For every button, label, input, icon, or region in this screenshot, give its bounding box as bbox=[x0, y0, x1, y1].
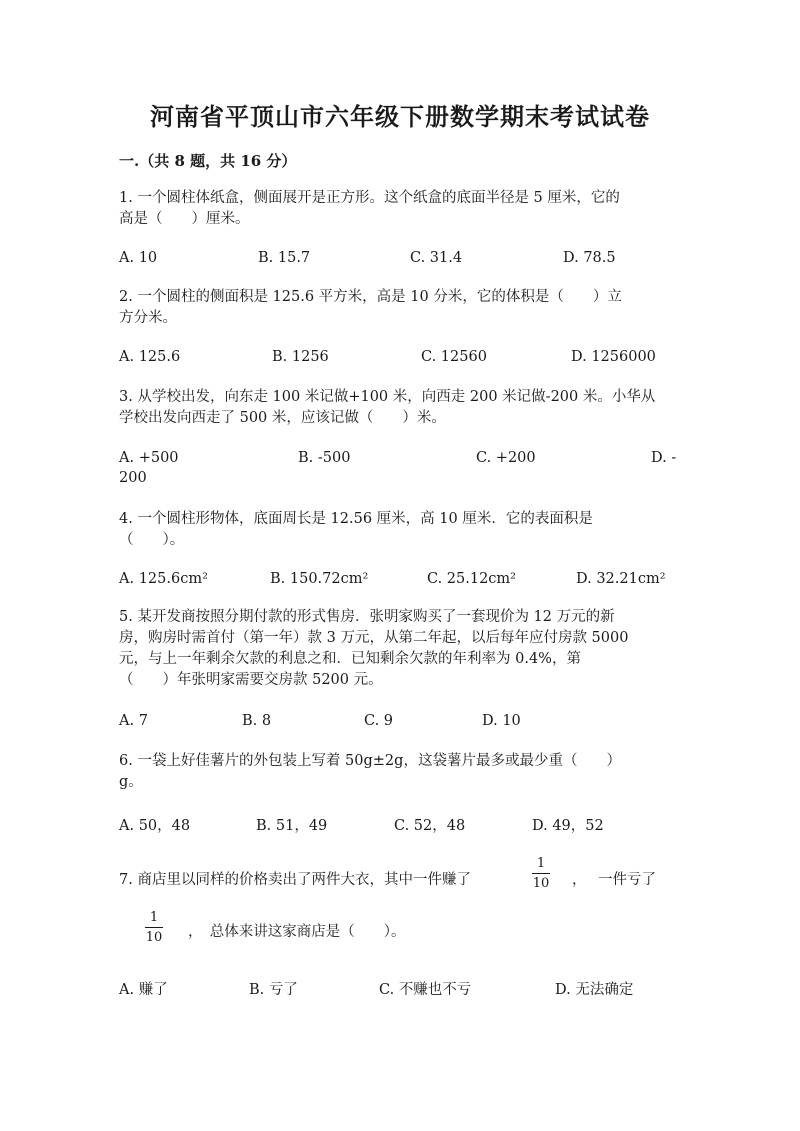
fraction-denominator: 10 bbox=[532, 876, 550, 891]
option-d[interactable]: D. 78.5 bbox=[563, 250, 616, 266]
option-b[interactable]: B. 15.7 bbox=[258, 250, 311, 266]
option-d[interactable]: D. 1256000 bbox=[571, 349, 656, 365]
option-d[interactable]: D. 32.21cm² bbox=[576, 571, 666, 587]
question-3 bbox=[119, 387, 679, 429]
question-text: 高是（ ）厘米。 bbox=[119, 211, 250, 227]
fraction-numerator: 1 bbox=[149, 910, 159, 925]
question-text: （ ）年张明家需要交房款 5200 元。 bbox=[119, 672, 383, 688]
question-text: 方分米。 bbox=[119, 310, 177, 326]
option-a[interactable]: A. +500 bbox=[119, 450, 179, 466]
fraction-one-tenth bbox=[145, 910, 163, 945]
option-a[interactable]: A. 7 bbox=[119, 713, 148, 729]
option-c[interactable]: C. +200 bbox=[476, 450, 536, 466]
question-7-text: 7. 商店里以同样的价格卖出了两件大衣，其中一件赚了 bbox=[119, 872, 471, 888]
question-1 bbox=[119, 188, 679, 230]
page-title: 河南省平顶山市六年级下册数学期末考试试卷 bbox=[150, 102, 650, 131]
question-7-tail: 一件亏了 bbox=[598, 872, 656, 888]
option-c[interactable]: C. 不赚也不亏 bbox=[379, 982, 472, 998]
option-c[interactable]: C. 31.4 bbox=[410, 250, 463, 266]
fraction-bar bbox=[145, 927, 163, 928]
question-7-comma: ， bbox=[572, 872, 587, 888]
fraction-numerator: 1 bbox=[536, 856, 546, 871]
fraction-one-tenth bbox=[532, 856, 550, 891]
option-c[interactable]: C. 12560 bbox=[421, 349, 487, 365]
option-a[interactable]: A. 赚了 bbox=[119, 982, 168, 998]
question-7-line2: ， 总体来讲这家商店是（ ）。 bbox=[188, 924, 406, 940]
question-text: 6. 一袋上好佳薯片的外包装上写着 50g±2g，这袋薯片最多或最少重（ ） bbox=[119, 753, 621, 769]
question-5 bbox=[119, 607, 679, 691]
option-a[interactable]: A. 50，48 bbox=[119, 818, 191, 834]
question-text: 房，购房时需首付（第一年）款 3 万元，从第二年起，以后每年应付房款 5000 bbox=[119, 630, 629, 646]
option-d-wrap: 200 bbox=[119, 470, 147, 486]
question-4 bbox=[119, 509, 679, 551]
option-b[interactable]: B. 1256 bbox=[272, 349, 329, 365]
option-d[interactable]: D. 49，52 bbox=[532, 818, 604, 834]
option-a[interactable]: A. 125.6cm² bbox=[119, 571, 208, 587]
option-b[interactable]: B. 8 bbox=[242, 713, 272, 729]
option-d[interactable]: D. 无法确定 bbox=[555, 982, 634, 998]
question-text: 5. 某开发商按照分期付款的形式售房．张明家购买了一套现价为 12 万元的新 bbox=[119, 609, 615, 625]
question-6 bbox=[119, 751, 679, 793]
option-b[interactable]: B. 亏了 bbox=[249, 982, 298, 998]
section-heading: 一.（共 8 题，共 16 分） bbox=[119, 152, 297, 170]
option-b[interactable]: B. -500 bbox=[298, 450, 351, 466]
option-b[interactable]: B. 51，49 bbox=[256, 818, 328, 834]
fraction-bar bbox=[532, 873, 550, 874]
question-text: 2. 一个圆柱的侧面积是 125.6 平方米，高是 10 分米，它的体积是（ ）立 bbox=[119, 289, 622, 305]
option-b[interactable]: B. 150.72cm² bbox=[270, 571, 369, 587]
option-c[interactable]: C. 52，48 bbox=[394, 818, 466, 834]
question-text: 学校出发向西走了 500 米，应该记做（ ）米。 bbox=[119, 410, 446, 426]
option-a[interactable]: A. 125.6 bbox=[119, 349, 181, 365]
option-a[interactable]: A. 10 bbox=[119, 250, 158, 266]
question-text: 4. 一个圆柱形物体，底面周长是 12.56 厘米，高 10 厘米．它的表面积是 bbox=[119, 511, 593, 527]
question-2 bbox=[119, 287, 679, 329]
question-text: （ ）。 bbox=[119, 532, 185, 548]
question-text: g。 bbox=[119, 774, 143, 790]
fraction-denominator: 10 bbox=[145, 930, 163, 945]
option-c[interactable]: C. 9 bbox=[364, 713, 394, 729]
option-c[interactable]: C. 25.12cm² bbox=[427, 571, 516, 587]
question-text: 3. 从学校出发，向东走 100 米记做+100 米，向西走 200 米记做-200 米。小华从 bbox=[119, 389, 656, 405]
question-text: 1. 一个圆柱体纸盒，侧面展开是正方形。这个纸盒的底面半径是 5 厘米，它的 bbox=[119, 190, 620, 206]
question-text: 元，与上一年剩余欠款的利息之和．已知剩余欠款的年利率为 0.4%，第 bbox=[119, 651, 581, 667]
option-d[interactable]: D. - bbox=[651, 450, 677, 466]
option-d[interactable]: D. 10 bbox=[482, 713, 521, 729]
